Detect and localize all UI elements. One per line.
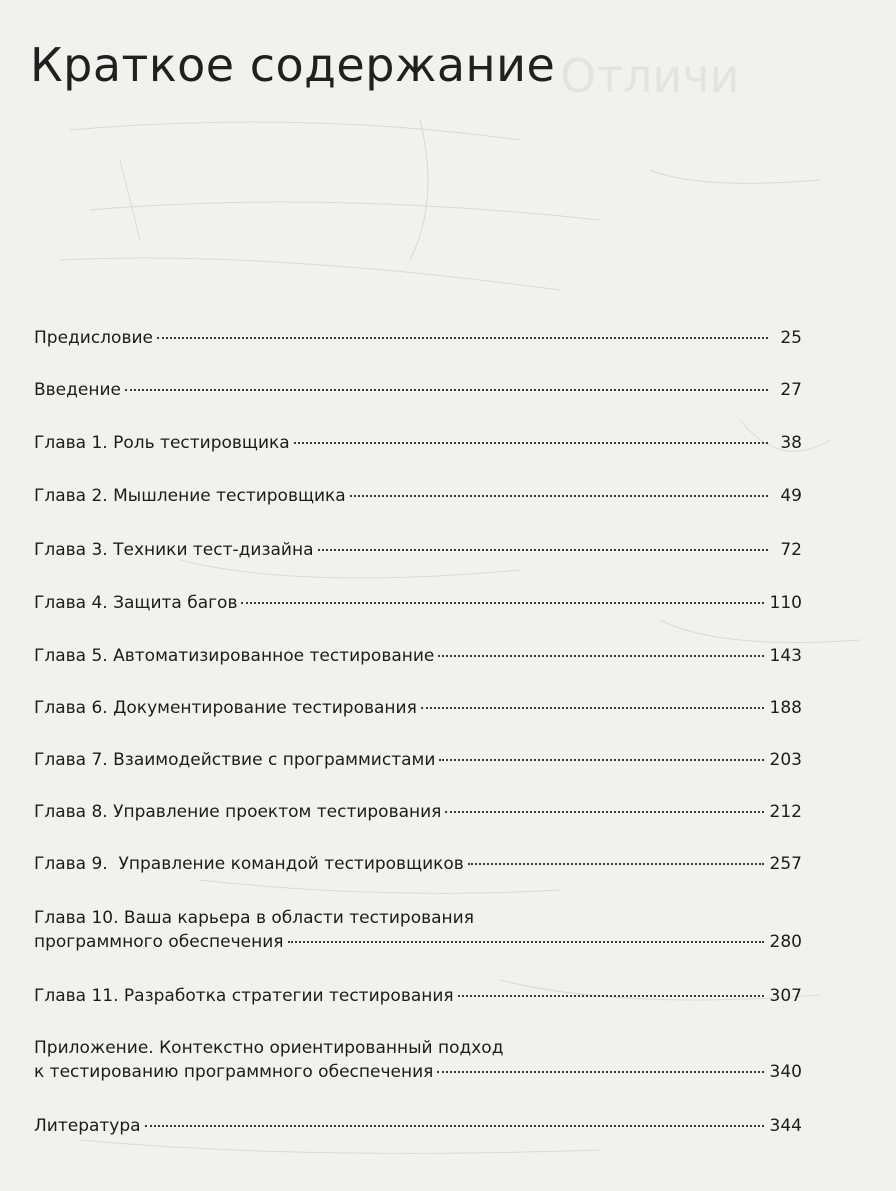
dot-leader [241, 602, 763, 604]
toc-line [34, 984, 802, 1008]
toc-page-number: 110 [769, 593, 802, 613]
dot-leader [145, 1125, 764, 1127]
toc-line [34, 326, 802, 350]
toc-page-number: 143 [769, 646, 802, 666]
toc-line [34, 1114, 802, 1138]
toc-entry-title: Глава 9. Управление командой тестировщиков [34, 854, 464, 874]
toc-entry-title: Глава 11. Разработка стратегии тестирования [34, 986, 454, 1006]
toc-line [34, 930, 802, 954]
toc-line [34, 431, 802, 455]
dot-leader [458, 995, 764, 997]
toc-entry[interactable] [34, 1036, 802, 1084]
toc-page-number: 203 [769, 750, 802, 770]
toc-entry[interactable] [34, 644, 802, 668]
toc-page-number: 25 [780, 328, 802, 348]
toc-entry-title: Предисловие [34, 328, 153, 348]
toc-entry-title: Введение [34, 380, 121, 400]
toc-page-number: 72 [780, 540, 802, 560]
toc-page-number: 38 [780, 433, 802, 453]
dot-leader [294, 442, 768, 444]
toc-entry-title: Глава 7. Взаимодействие с программистами [34, 750, 436, 770]
svg-text:Отличи: Отличи [560, 49, 740, 103]
dot-leader [125, 389, 768, 391]
toc-entry-title: Глава 3. Техники тест-дизайна [34, 540, 314, 560]
toc-page-number: 280 [769, 932, 802, 952]
toc-line [34, 591, 802, 615]
toc-page-number: 307 [769, 986, 802, 1006]
toc-entry-title: Глава 5. Автоматизированное тестирование [34, 646, 435, 666]
toc-line [34, 644, 802, 668]
toc-entry[interactable] [34, 378, 802, 402]
toc-page-number: 188 [769, 698, 802, 718]
toc-entry-title: Глава 8. Управление проектом тестирования [34, 802, 442, 822]
toc-entry-title-line: Глава 10. Ваша карьера в области тестирования [34, 908, 474, 928]
toc-entry-title: Глава 1. Роль тестировщика [34, 433, 290, 453]
toc-entry[interactable] [34, 484, 802, 508]
toc-entry[interactable] [34, 696, 802, 720]
dot-leader [468, 863, 764, 865]
toc-entry-title: Глава 4. Защита багов [34, 593, 238, 613]
toc-entry[interactable] [34, 538, 802, 562]
toc-page-number: 49 [780, 486, 802, 506]
toc-entry-title: Литература [34, 1116, 141, 1136]
dot-leader [318, 549, 769, 551]
toc-page-number: 344 [769, 1116, 802, 1136]
toc-line [34, 538, 802, 562]
toc-entry-title: Глава 2. Мышление тестировщика [34, 486, 346, 506]
toc-entry[interactable] [34, 1114, 802, 1138]
toc-line [34, 378, 802, 402]
toc-page-number: 340 [769, 1062, 802, 1082]
toc-page-number: 27 [780, 380, 802, 400]
toc-page-number: 257 [769, 854, 802, 874]
toc-line [34, 1060, 802, 1084]
toc-entry-title: к тестированию программного обеспечения [34, 1062, 434, 1082]
toc-entry[interactable] [34, 852, 802, 876]
toc-entry[interactable] [34, 591, 802, 615]
dot-leader [438, 655, 763, 657]
toc-line [34, 484, 802, 508]
toc-line [34, 696, 802, 720]
dot-leader [445, 811, 763, 813]
toc-entry[interactable] [34, 326, 802, 350]
toc-entry[interactable] [34, 984, 802, 1008]
page-title: Краткое содержание [30, 38, 556, 92]
toc-entry[interactable] [34, 748, 802, 772]
toc-entry-title: программного обеспечения [34, 932, 284, 952]
toc-entry[interactable] [34, 431, 802, 455]
toc-line [34, 748, 802, 772]
toc-line [34, 800, 802, 824]
dot-leader [350, 495, 768, 497]
dot-leader [288, 941, 764, 943]
dot-leader [421, 707, 764, 709]
toc-entry-title-line: Приложение. Контекстно ориентированный подход [34, 1038, 504, 1058]
dot-leader [439, 759, 763, 761]
toc-entry[interactable] [34, 906, 802, 954]
toc-line [34, 852, 802, 876]
dot-leader [437, 1071, 763, 1073]
toc-entry-title: Глава 6. Документирование тестирования [34, 698, 417, 718]
dot-leader [157, 337, 768, 339]
toc-page-number: 212 [769, 802, 802, 822]
toc-entry[interactable] [34, 800, 802, 824]
